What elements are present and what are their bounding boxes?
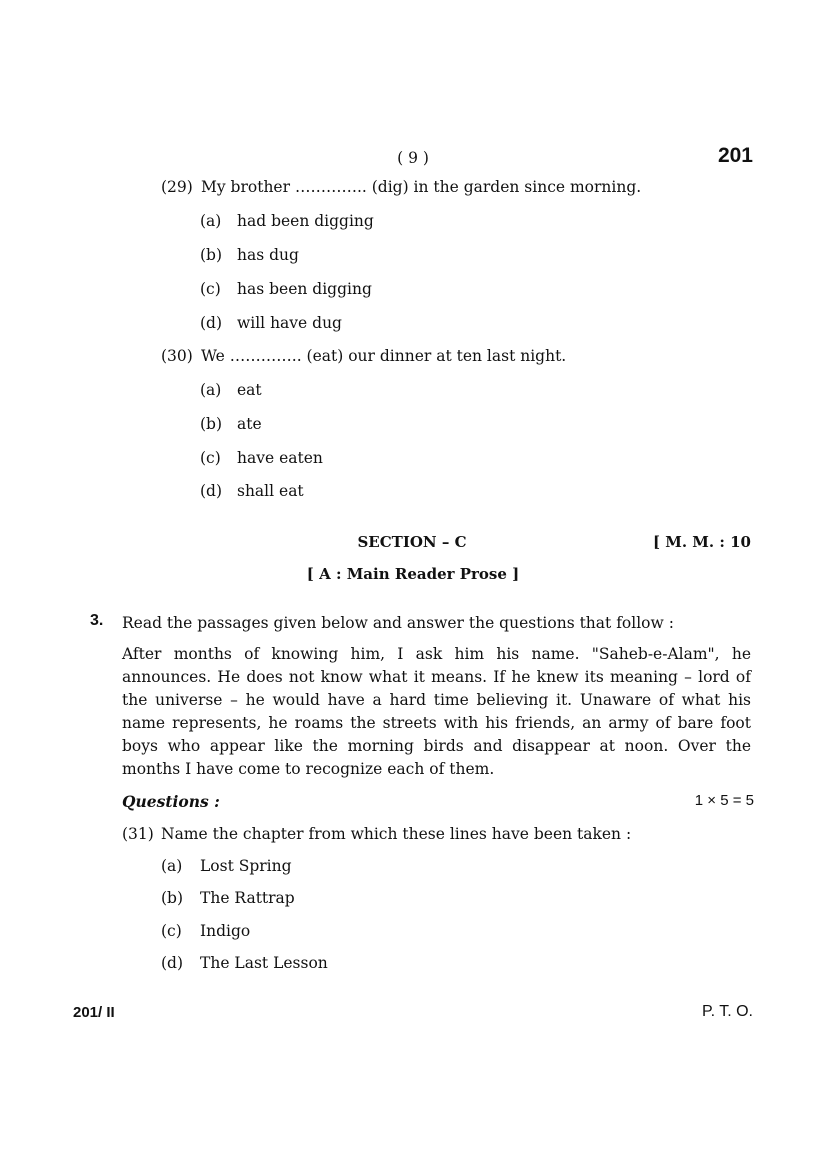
option-label: (c) (200, 449, 221, 467)
option-text: has been digging (237, 280, 372, 298)
option-30c (200, 449, 323, 467)
section-marks: [ M. M. : 10 (652, 533, 751, 551)
option-31d (161, 954, 328, 972)
option-label: (b) (200, 415, 223, 433)
question-number: (29) (161, 178, 193, 196)
option-29c (200, 280, 372, 298)
paper-code: 201 (717, 144, 753, 167)
question-29 (161, 178, 641, 196)
option-29d (200, 314, 342, 332)
question-30 (161, 347, 566, 365)
option-31b (161, 889, 295, 907)
option-label: (d) (200, 482, 223, 500)
option-text: eat (237, 381, 262, 399)
option-label: (b) (161, 889, 184, 907)
option-31a (161, 857, 292, 875)
option-label: (d) (161, 954, 184, 972)
option-text: The Rattrap (200, 889, 295, 907)
option-label: (a) (200, 381, 222, 399)
option-30d (200, 482, 304, 500)
option-text: shall eat (237, 482, 304, 500)
option-text: ate (237, 415, 262, 433)
option-text: Indigo (200, 922, 251, 940)
reading-passage (122, 643, 751, 781)
question-text: My brother ………….. (dig) in the garden since morning. (201, 178, 642, 196)
marks-formula: 1 × 5 = 5 (694, 792, 754, 809)
option-text: Lost Spring (200, 857, 292, 875)
question-number: (31) (122, 825, 154, 843)
question-31 (122, 825, 631, 843)
question-text: We ………….. (eat) our dinner at ten last night. (201, 347, 567, 365)
option-30b (200, 415, 262, 433)
option-label: (a) (200, 212, 222, 230)
page-number: ( 9 ) (397, 149, 429, 167)
option-29a (200, 212, 374, 230)
passage-text: After months of knowing him, I ask him his name. "Saheb-e-Alam", he announces. He does not know what it means. If he knew its meaning – lord of the universe – he would have a hard time believing it. Unaware of what his name represents, he roams the streets with his friends, an army of bare foot boys who appear like the morning birds and disappear at noon. Over the months I have come to recognize each of them. (122, 645, 751, 778)
footer-pto: P. T. O. (702, 1003, 753, 1020)
option-label: (c) (200, 280, 221, 298)
option-label: (a) (161, 857, 183, 875)
section-title: SECTION – C (357, 533, 467, 551)
option-label: (d) (200, 314, 223, 332)
option-label: (c) (161, 922, 182, 940)
section-subtitle: [ A : Main Reader Prose ] (306, 565, 520, 583)
question-text: Name the chapter from which these lines have been taken : (161, 825, 632, 843)
footer-paper-ref: 201/ II (73, 1004, 115, 1021)
option-text: had been digging (237, 212, 374, 230)
question-3-instruction: Read the passages given below and answer the questions that follow : (122, 614, 674, 632)
option-label: (b) (200, 246, 223, 264)
question-number: (30) (161, 347, 193, 365)
option-text: have eaten (237, 449, 323, 467)
option-31c (161, 922, 250, 940)
option-text: will have dug (237, 314, 342, 332)
questions-label: Questions : (122, 792, 220, 811)
option-text: The Last Lesson (200, 954, 328, 972)
option-text: has dug (237, 246, 299, 264)
option-30a (200, 381, 262, 399)
option-29b (200, 246, 299, 264)
question-3-number: 3. (90, 612, 104, 629)
